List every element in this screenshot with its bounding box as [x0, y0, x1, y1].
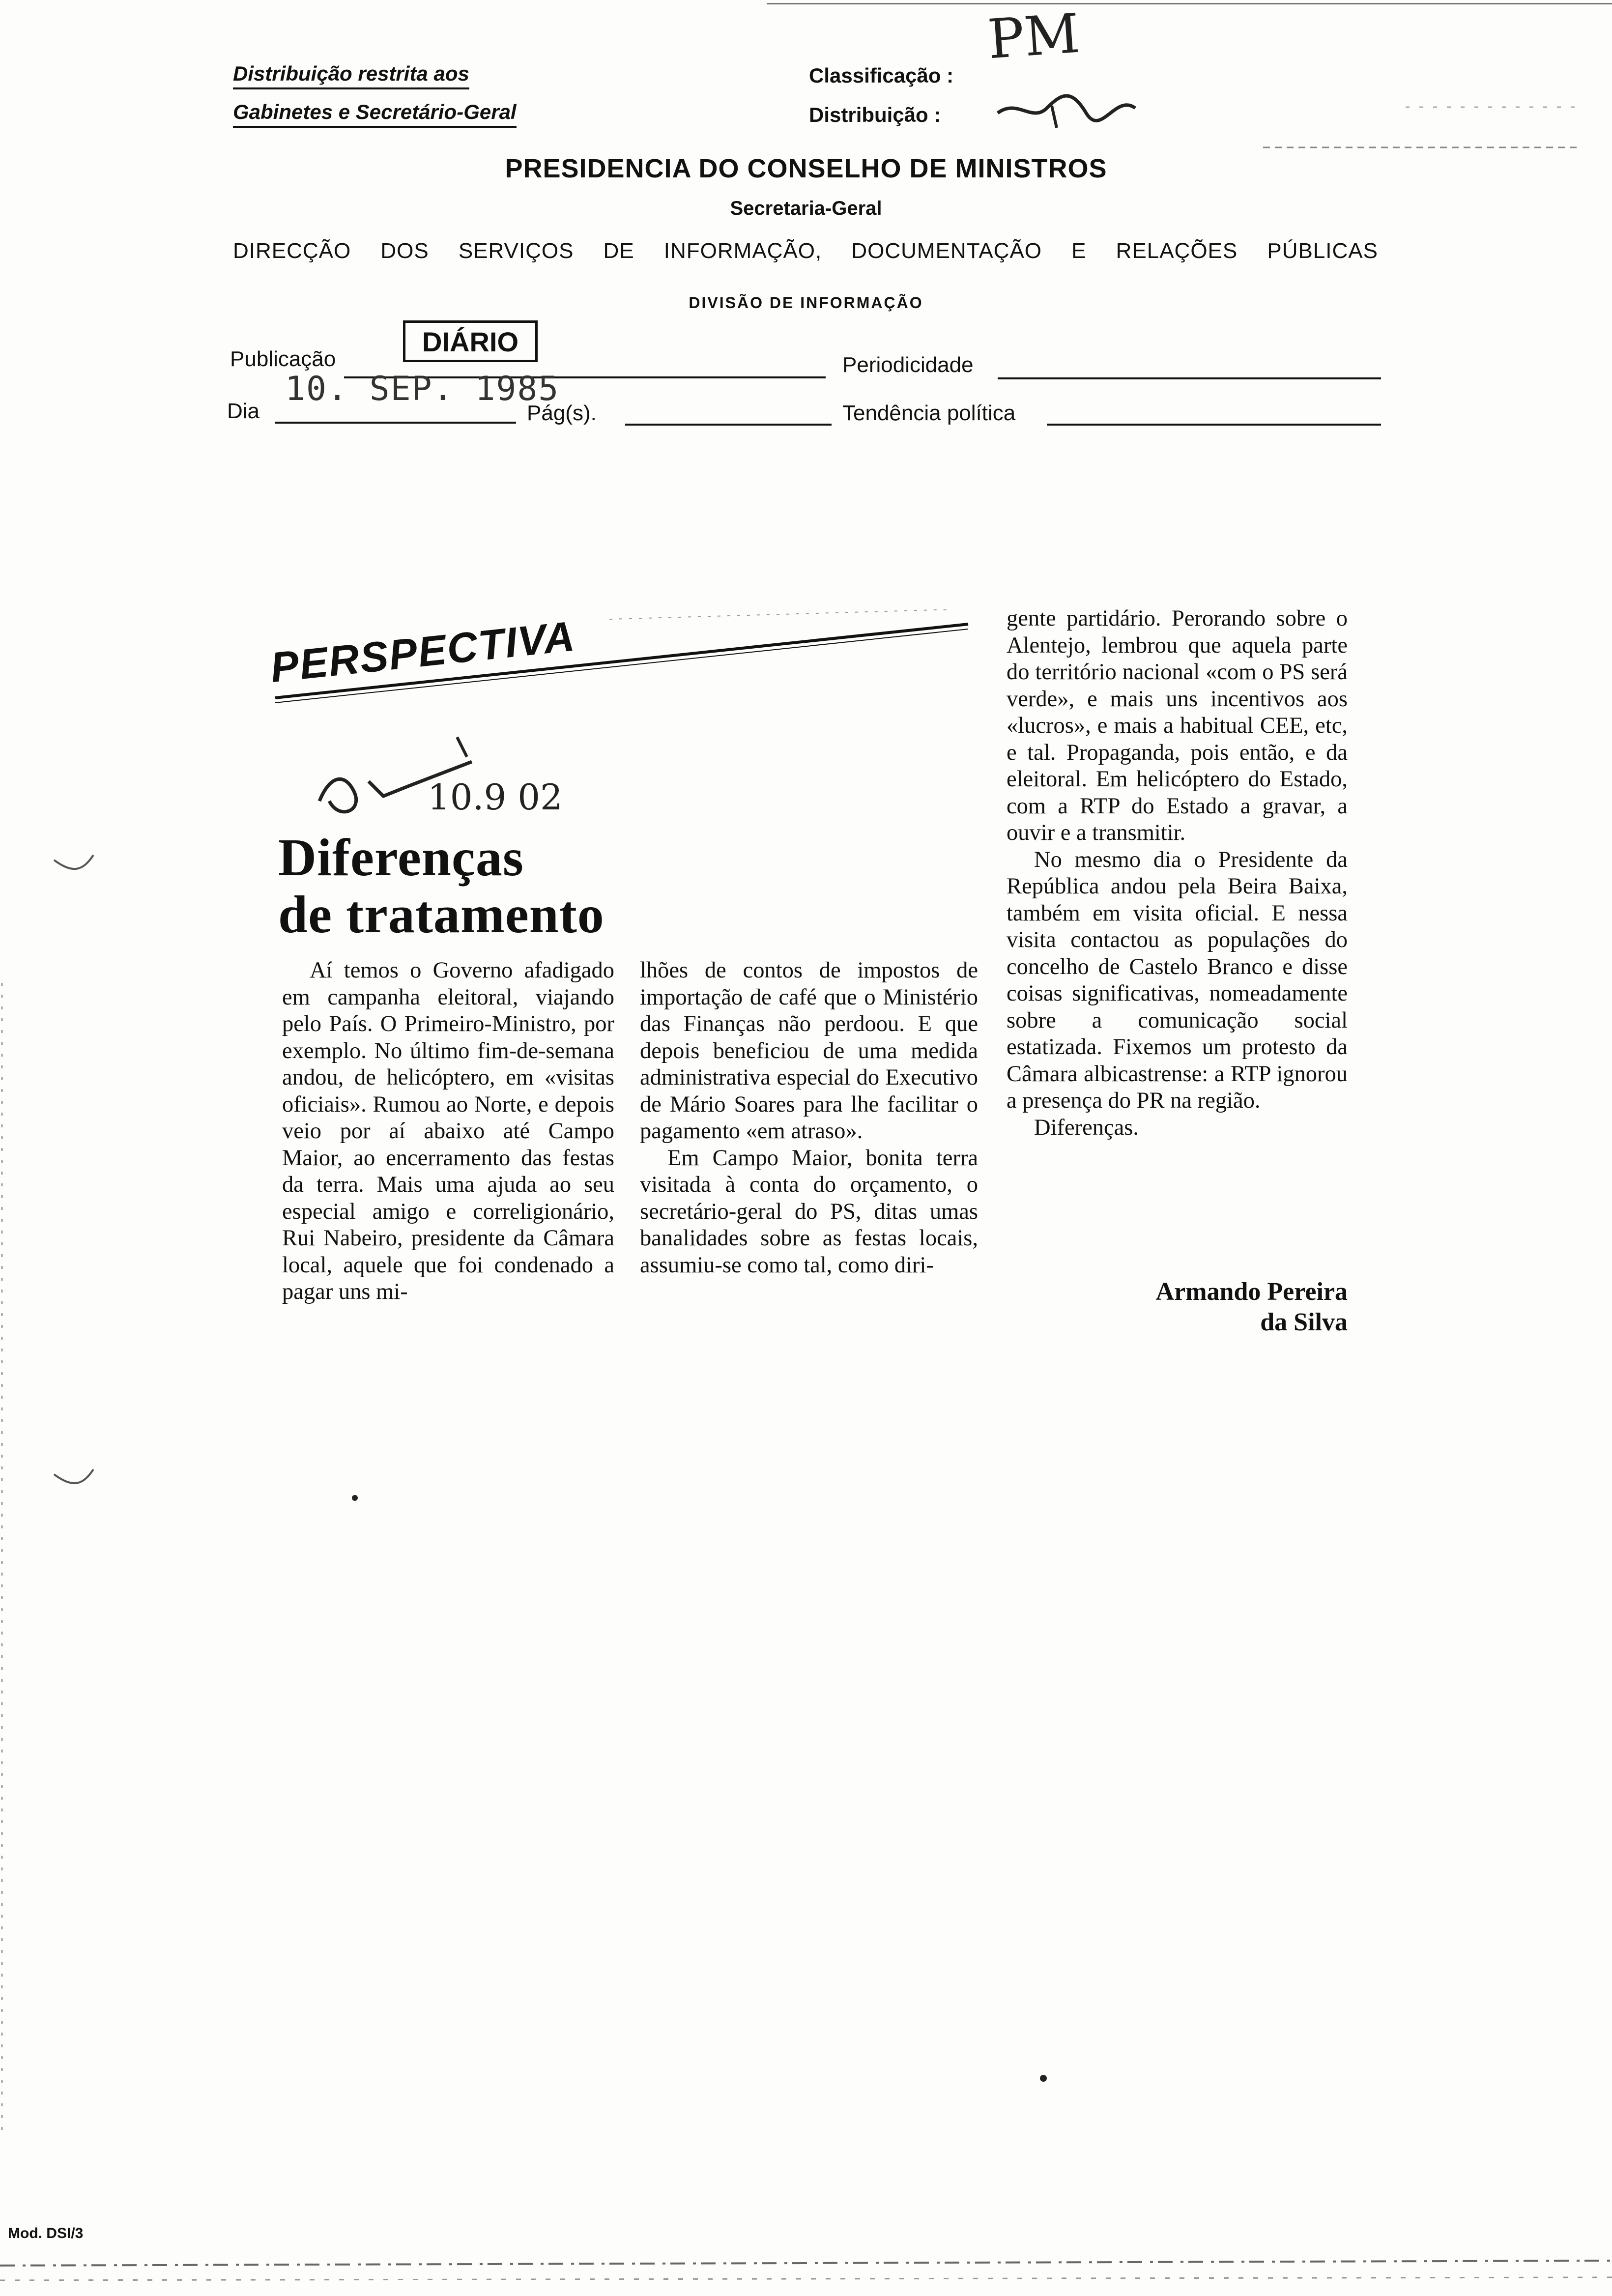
dia-label: Dia [227, 399, 260, 423]
author-line-2: da Silva [1260, 1308, 1348, 1336]
footer-noise [0, 2251, 1612, 2295]
classificacao-label: Classificação : [809, 64, 954, 87]
pags-label: Pág(s). [527, 401, 597, 425]
restricted-line-2: Gabinetes e Secretário-Geral [233, 100, 517, 128]
division-line: DIVISÃO DE INFORMAÇÃO [689, 294, 923, 312]
publicacao-label: Publicação [230, 347, 336, 371]
col1-paragraph-1: Aí temos o Governo afadigado em campanha eleitoral, viajando pelo País. O Primeiro-Ministro, por exemplo. No último fim-de-semana andou, de helicóptero, em «visitas oficiais». Rumou ao Norte, e depois veio por aí abaixo até Campo Maior, ao encerramento das festas da terra. Mais uma ajuda ao seu especial amigo e correligionário, Rui Nabeiro, presidente da Câmara local, aquele que foi condenado a pagar uns mi- [282, 958, 614, 1304]
col2-paragraph-2: Em Campo Maior, bonita terra visitada à conta do orçamento, o secretário-geral do PS, ditas umas banalidades sobre as festas locais, assumiu-se como tal, como diri- [640, 1145, 978, 1278]
article-column-1 [282, 957, 614, 1306]
article-title-line-1: Diferenças [278, 829, 524, 887]
author-line-1: Armando Pereira [1155, 1278, 1348, 1306]
distribuicao-label: Distribuição : [809, 103, 941, 126]
model-code: Mod. DSI/3 [8, 2225, 84, 2241]
faint-dashes-right [1258, 98, 1583, 152]
page-title: PRESIDENCIA DO CONSELHO DE MINISTROS [505, 154, 1107, 183]
margin-marks [0, 835, 98, 2162]
handwritten-note: 10.9 02 [428, 776, 563, 818]
speck-1 [352, 1495, 358, 1501]
pags-line [625, 424, 832, 426]
section-label: PERSPECTIVA [268, 612, 577, 692]
top-rule [767, 3, 1612, 4]
article-column-3 [1007, 605, 1348, 1141]
speck-2 [1040, 2075, 1047, 2082]
tendencia-line [1047, 424, 1381, 426]
handwritten-initials: PM [985, 1, 1082, 71]
col2-paragraph-1: lhões de contos de impostos de importação de café que o Ministério das Finanças não perdoou. E que depois beneficiou de uma medida administrativa especial do Executivo de Mário Soares para lhe facilitar o pagamento «em atraso». [640, 958, 978, 1144]
col3-paragraph-1: gente partidário. Perorando sobre o Alentejo, lembrou que aquela parte do território nacional «com o PS será verde», e mais uns incentivos aos «lucros», e mais a habitual CEE, etc, e tal. Propaganda, pois então, e da eleitoral. Em helicóptero do Estado, com a RTP do Estado a gravar, a ouvir e a transmitir. [1007, 606, 1348, 845]
page-subtitle: Secretaria-Geral [730, 198, 882, 219]
dia-line [275, 422, 516, 424]
tendencia-label: Tendência política [842, 401, 1016, 425]
col3-paragraph-3: Diferenças. [1034, 1115, 1139, 1140]
article-column-2 [640, 957, 978, 1279]
date-stamp: 10. SEP. 1985 [285, 370, 560, 408]
article-title-line-2: de tratamento [278, 886, 604, 944]
periodicidade-label: Periodicidade [842, 353, 974, 377]
handwritten-scribble [988, 79, 1150, 133]
diario-stamp: DIÁRIO [403, 320, 538, 362]
directorate-line: DIRECÇÃO DOS SERVIÇOS DE INFORMAÇÃO, DOCUMENTAÇÃO E RELAÇÕES PÚBLICAS [233, 239, 1378, 263]
col3-paragraph-2: No mesmo dia o Presidente da República andou pela Beira Baixa, também em visita oficial. E nessa visita contactou as populações do concelho de Castelo Branco e disse coisas significativas, nomeadamente sobre a comunicação social estatizada. Fixemos um protesto da Câmara albicastrense: a RTP ignorou a presença do PR na região. [1007, 847, 1348, 1113]
restricted-line-1: Distribuição restrita aos [233, 62, 469, 89]
periodicidade-line [998, 377, 1381, 379]
